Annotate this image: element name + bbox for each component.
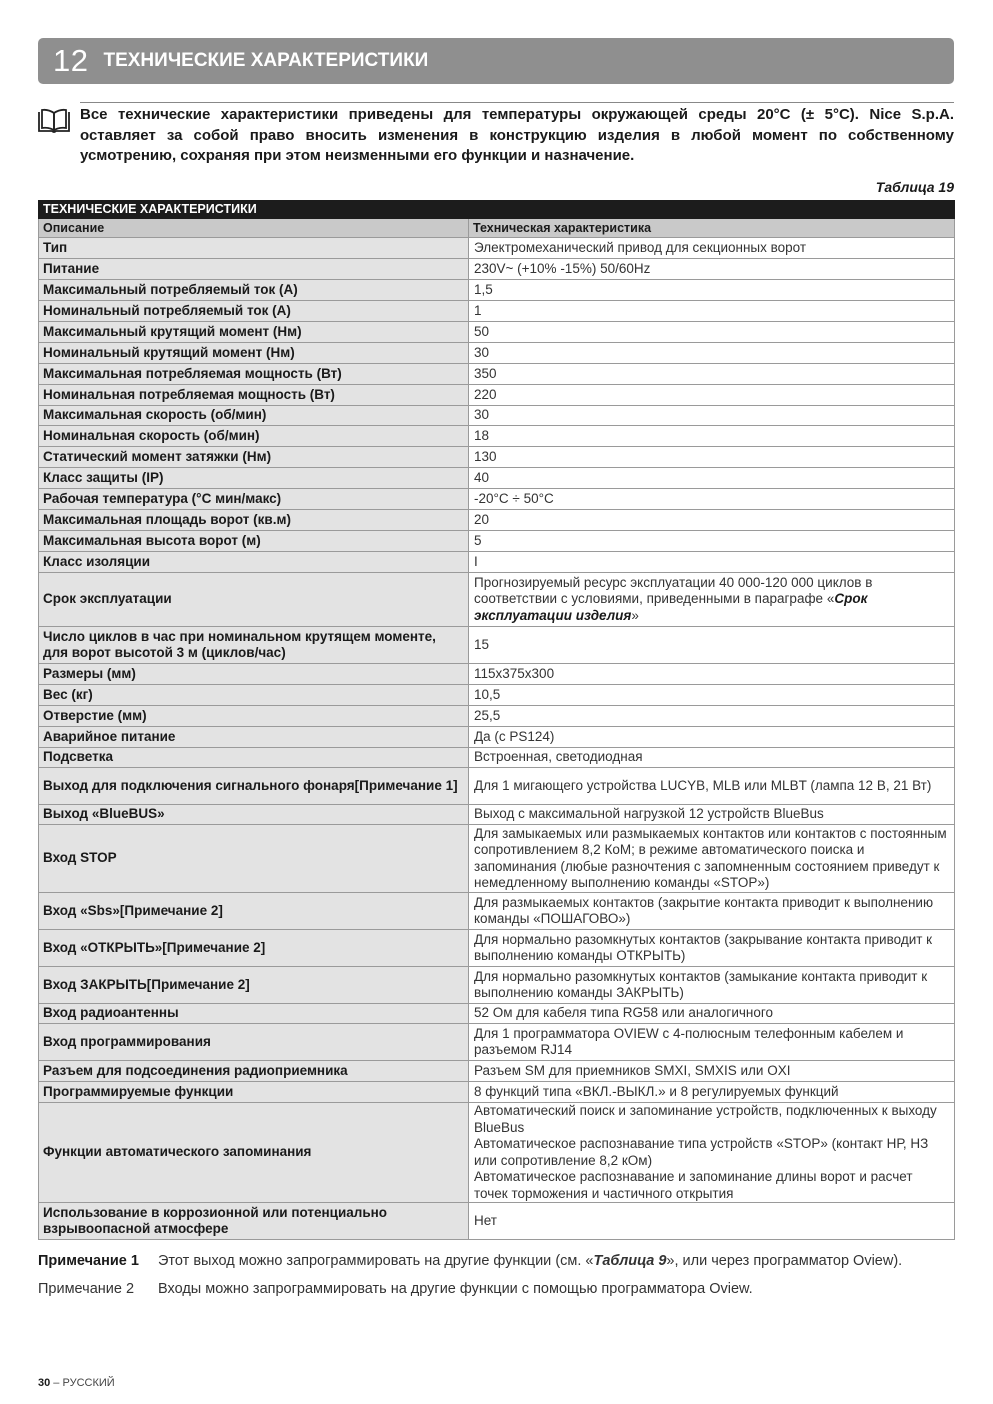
footnote-1-label: Примечание 1 [38,1253,139,1269]
row-specification-text: I [474,553,478,569]
row-specification-text: Для нормально разомкнутых контактов (закрывание контакта приводит к выполнению команды ОТКРЫТЬ) [474,931,933,963]
row-specification-text: 40 [474,469,490,485]
row-description: Вход программирования [39,1024,469,1060]
row-description: Тип [39,238,469,258]
row-specification-text: 20 [474,511,490,527]
row-description: Номинальный потребляемый ток (А) [39,301,469,321]
row-specification-text: 230V~ (+10% -15%) 50/60Hz [474,260,651,276]
page-language: – РУССКИЙ [50,1377,115,1389]
row-specification [469,727,954,747]
row-specification-text: 50 [474,323,490,339]
column-header-specification: Техническая характеристика [473,221,652,235]
row-specification [469,664,954,684]
table-row [38,510,955,531]
table-row [38,301,955,322]
row-specification [469,685,954,705]
row-specification [469,406,954,425]
row-description: Класс защиты (IP) [39,468,469,488]
table-row [38,664,955,685]
row-specification [469,967,954,1003]
table-row [38,1103,955,1203]
row-specification [469,825,954,892]
table-row [38,385,955,406]
table-row [38,685,955,706]
row-specification [469,343,954,363]
row-specification [469,322,954,342]
footnote-2-text: Входы можно запрограммировать на другие функции с помощью программатора Oview. [158,1281,753,1297]
row-specification-text: 130 [474,448,497,464]
row-specification [469,893,954,929]
footnote-2 [38,1281,753,1297]
row-description: Максимальная потребляемая мощность (Вт) [39,364,469,384]
row-specification [469,468,954,488]
row-description: Число циклов в час при номинальном крутящем моменте, для ворот высотой 3 м (циклов/час) [39,627,469,663]
row-description: Вход радиоантенны [39,1004,469,1023]
footnote-1-reference: Таблица 9 [593,1253,667,1269]
intro-note: Все технические характеристики приведены для температуры окружающей среды 20°C (± 5°C). Nice S.p.A. оставляет за собой право вносить изменения в конструкцию изделия в любой момент по собственному усмотрению, сохраняя при этом неизменными его функции и назначение. [80,106,954,164]
table-row [38,627,955,664]
row-specification [469,748,954,767]
table-row [38,406,955,426]
row-specification-text: 15 [474,636,490,652]
row-specification [469,1203,954,1239]
table-row [38,468,955,489]
row-specification [469,426,954,446]
row-specification-text: 18 [474,427,490,443]
row-description: Максимальная скорость (об/мин) [39,406,469,425]
row-specification [469,301,954,321]
row-description: Отверстие (мм) [39,706,469,726]
row-specification [469,1103,954,1202]
row-specification [469,627,954,663]
row-description: Рабочая температура (°С мин/макс) [39,489,469,509]
row-specification-text: Электромеханический привод для секционных ворот [474,239,807,255]
row-description: Максимальный крутящий момент (Нм) [39,322,469,342]
table-row [38,893,955,930]
row-description: Функции автоматического запоминания [39,1103,469,1202]
table-row [38,489,955,510]
intro-divider [80,102,954,103]
row-specification [469,280,954,300]
row-description: Номинальный крутящий момент (Нм) [39,343,469,363]
row-specification-text: 52 Ом для кабеля типа RG58 или аналогичного [474,1005,774,1021]
row-specification-text: 10,5 [474,686,501,702]
table-row [38,552,955,573]
row-specification-text: Для замыкаемых или размыкаемых контактов или контактов с постоянным сопротивлением 8,2 КоМ; в режиме автоматического поиска и запоминания (любые разночтения с запомненным состоянием приведут к немедленному выполнению команды «STOP») [474,825,947,890]
row-description: Класс изоляции [39,552,469,572]
footnote-2-label: Примечание 2 [38,1281,135,1297]
row-description: Номинальная потребляемая мощность (Вт) [39,385,469,405]
spec-table [38,200,955,1240]
row-specification [469,531,954,551]
page-number: 30 [38,1377,51,1389]
row-description: Вход «ОТКРЫТЬ»[Примечание 2] [39,930,469,966]
table-row [38,1203,955,1240]
table-row [38,967,955,1004]
table-row [38,447,955,468]
row-specification-text: 30 [474,407,490,423]
table-row [38,1024,955,1061]
row-specification [469,930,954,966]
table-row [38,259,955,280]
row-description: Питание [39,259,469,279]
row-description: Вход STOP [39,825,469,892]
row-specification [469,238,954,258]
row-description: Вес (кг) [39,685,469,705]
row-specification-text: 30 [474,344,490,360]
table-row [38,706,955,727]
row-specification [469,805,954,824]
column-header-description: Описание [39,219,469,237]
table-row [38,426,955,447]
table-row [38,1004,955,1024]
row-description: Аварийное питание [39,727,469,747]
row-description: Максимальная площадь ворот (кв.м) [39,510,469,530]
row-specification-text: Выход с максимальной нагрузкой 12 устройств BlueBus [474,806,824,822]
row-specification-text: 220 [474,386,497,402]
row-specification-text: Для нормально разомкнутых контактов (замыкание контакта приводит к выполнению команды ЗАКРЫТЬ) [474,968,928,1000]
row-specification-text: Автоматический поиск и запоминание устройств, подключенных к выходу BlueBus Автоматическое распознавание типа устройств «STOP» (контакт НР, НЗ или сопротивление 8,2 кОм) Автоматическое распознавание и запоминание длины ворот и расчет точек торможения и частичного открытия [474,1103,937,1201]
row-specification-text: 25,5 [474,707,501,723]
row-specification [469,385,954,405]
table-row [38,280,955,301]
row-specification-text: -20°C ÷ 50°C [474,490,554,506]
row-specification-text: Для 1 мигающего устройства LUCYB, MLB или MLBT (лампа 12 В, 21 Вт) [474,777,932,793]
row-specification [469,706,954,726]
table-body [38,238,955,1240]
row-specification-text-end: » [631,607,639,623]
row-description: Программируемые функции [39,1082,469,1102]
table-row [38,343,955,364]
footnote-1 [38,1253,902,1269]
row-specification [469,1024,954,1060]
row-specification [469,573,954,626]
table-row [38,238,955,259]
table-column-headers [38,219,955,238]
row-specification-text: Нет [474,1212,497,1228]
row-specification-text: Для 1 программатора OVIEW с 4-полюсным телефонным кабелем и разъемом RJ14 [474,1025,904,1057]
row-description: Срок эксплуатации [39,573,469,626]
row-description: Выход «BlueBUS» [39,805,469,824]
row-description: Использование в коррозионной или потенциально взрывоопасной атмосфере [39,1203,469,1239]
row-specification [469,768,954,804]
table-row [38,364,955,385]
row-description: Статический момент затяжки (Нм) [39,447,469,467]
row-specification [469,1082,954,1102]
row-specification [469,489,954,509]
table-row [38,930,955,967]
row-description: Выход для подключения сигнального фонаря[Примечание 1] [39,768,469,804]
table-row [38,1082,955,1103]
table-row [38,573,955,627]
row-description: Подсветка [39,748,469,767]
table-row [38,748,955,768]
table-row [38,1061,955,1082]
row-description: Размеры (мм) [39,664,469,684]
row-description: Максимальная высота ворот (м) [39,531,469,551]
row-specification-reference: Срок эксплуатации изделия [474,591,868,623]
table-row [38,768,955,805]
row-description: Вход «Sbs»[Примечание 2] [39,893,469,929]
row-specification [469,552,954,572]
row-specification-text: 1 [474,302,482,318]
table-row [38,805,955,825]
table-row [38,322,955,343]
row-specification-text: Для размыкаемых контактов (закрытие контакта приводит к выполнению команды «ПОШАГОВО») [474,894,934,926]
row-specification [469,1004,954,1023]
row-specification-text: Встроенная, светодиодная [474,749,643,765]
row-specification-text: Да (с PS124) [474,728,555,744]
row-specification [469,447,954,467]
row-description: Номинальная скорость (об/мин) [39,426,469,446]
table-caption: Таблица 19 [875,179,954,195]
row-description: Вход ЗАКРЫТЬ[Примечание 2] [39,967,469,1003]
row-specification [469,1061,954,1081]
table-row [38,825,955,893]
footnote-1-text-start: Этот выход можно запрограммировать на другие функции (см. « [158,1253,594,1269]
table-title: ТЕХНИЧЕСКИЕ ХАРАКТЕРИСТИКИ [38,200,955,219]
row-specification-text: 1,5 [474,281,493,297]
section-number: 12 [53,43,89,78]
table-row [38,727,955,748]
book-icon [37,108,71,134]
row-description: Максимальный потребляемый ток (А) [39,280,469,300]
row-specification [469,259,954,279]
row-specification-text: 8 функций типа «ВКЛ.-ВЫКЛ.» и 8 регулируемых функций [474,1083,839,1099]
row-specification-text: Прогнозируемый ресурс эксплуатации 40 000-120 000 циклов в соответствии с условиями, приведенными в параграфе « [474,574,873,607]
row-specification [469,364,954,384]
table-row [38,531,955,552]
section-header [38,38,954,84]
row-specification-text: 5 [474,532,482,548]
row-description: Разъем для подсоединения радиоприемника [39,1061,469,1081]
section-title: ТЕХНИЧЕСКИЕ ХАРАКТЕРИСТИКИ [103,50,429,71]
footnote-1-text-end: », или через программатор Oview). [666,1253,903,1269]
row-specification-text: 115x375x300 [474,665,555,681]
row-specification [469,510,954,530]
row-specification-text: 350 [474,365,497,381]
row-specification-text: Разъем SM для приемников SMXI, SMXIS или OXI [474,1062,791,1078]
page-footer [38,1377,115,1389]
